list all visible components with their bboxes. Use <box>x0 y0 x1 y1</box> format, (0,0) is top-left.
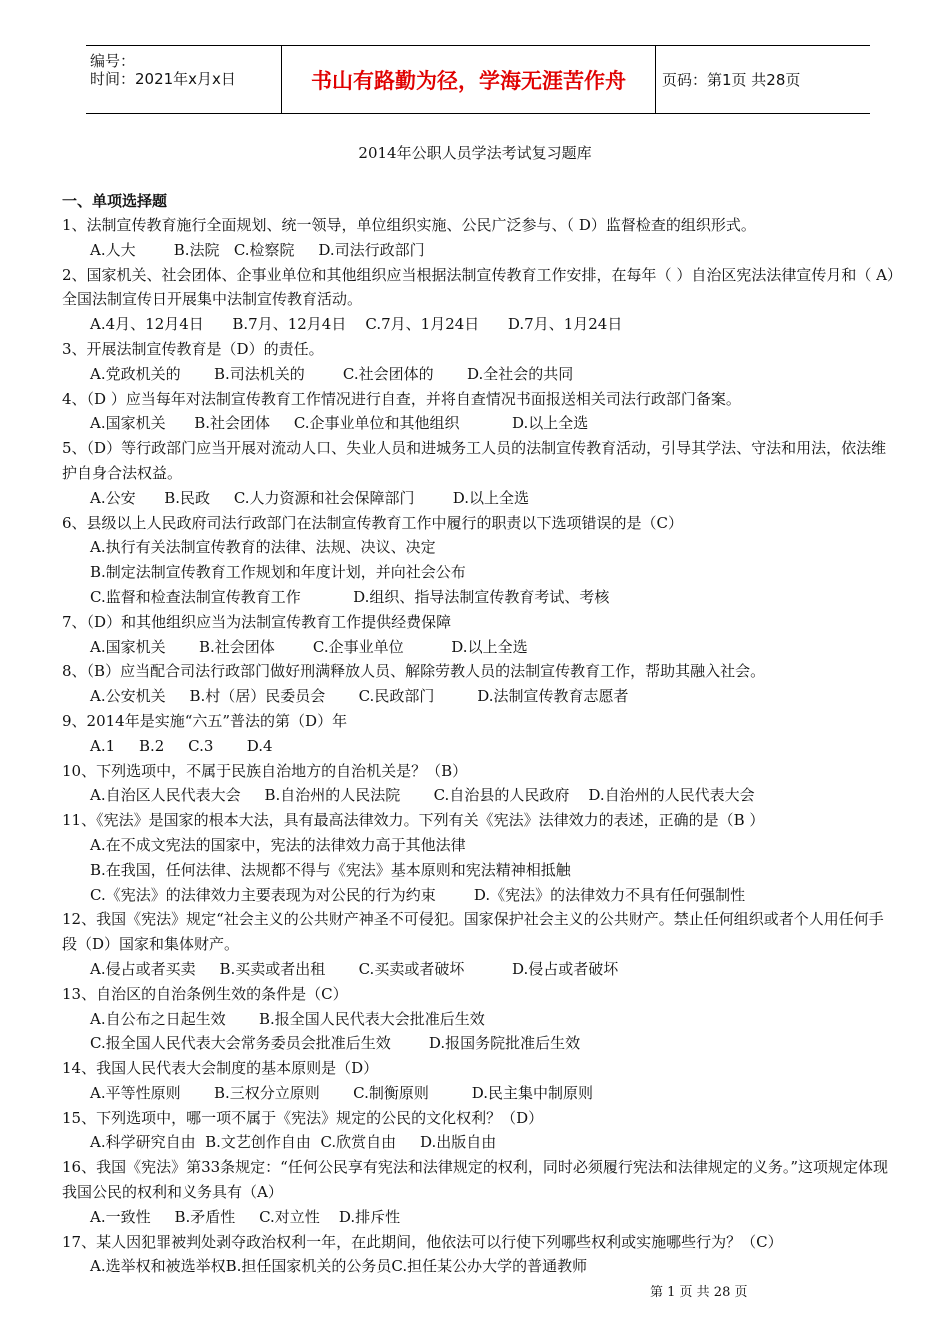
header-page-label: 页码：第1页 共28页 <box>662 71 801 89</box>
question-options: A.公安 B.民政 C.人力资源和社会保障部门 D.以上全选 <box>90 488 529 507</box>
question-text: 10、下列选项中，不属于民族自治地方的自治机关是？（B） <box>62 761 468 780</box>
question-options: A.国家机关 B.社会团体 C.企事业单位和其他组织 D.以上全选 <box>90 414 589 433</box>
question-options: A.侵占或者买卖 B.买卖或者出租 C.买卖或者破坏 D.侵占或者破坏 <box>90 959 619 978</box>
header-motto: 书山有路勤为径，学海无涯苦作舟 <box>281 46 656 113</box>
question-text: 4、（D ）应当每年对法制宣传教育工作情况进行自查，并将自查情况书面报送相关司法行政部门备案。 <box>62 389 741 408</box>
question-text: 7、（D）和其他组织应当为法制宣传教育工作提供经费保障 <box>62 612 452 631</box>
question-options: A.党政机关的 B.司法机关的 C.社会团体的 D.全社会的共同 <box>90 364 574 383</box>
question-text: 16、我国《宪法》第33条规定：“任何公民享有宪法和法律规定的权利，同时必须履行宪法和法律规定的义务。”这项规定体现我国公民的权利和义务具有（A） <box>62 1158 889 1202</box>
question-text: 9、2014年是实施“六五”普法的第（D）年 <box>62 711 348 730</box>
document-title: 2014年公职人员学法考试复习题库 <box>358 144 592 162</box>
question-options: A.执行有关法制宣传教育的法律、法规、决议、决定 <box>90 538 436 557</box>
question-options: A.科学研究自由 B.文艺创作自由 C.欣赏自由 D.出版自由 <box>90 1133 497 1152</box>
section-title: 一、单项选择题 <box>62 192 168 210</box>
question-options: A.一致性 B.矛盾性 C.对立性 D.排斥性 <box>90 1207 401 1226</box>
question-text: 14、我国人民代表大会制度的基本原则是（D） <box>62 1059 379 1078</box>
question-options: A.平等性原则 B.三权分立原则 C.制衡原则 D.民主集中制原则 <box>90 1083 594 1102</box>
question-text: 12、我国《宪法》规定“社会主义的公共财产神圣不可侵犯。国家保护社会主义的公共财产。禁止任何组织或者个人用任何手段（D）国家和集体财产。 <box>62 910 884 954</box>
question-text: 8、（B）应当配合司法行政部门做好刑满释放人员、解除劳教人员的法制宣传教育工作，帮助其融入社会。 <box>62 662 766 681</box>
question-options: A.自公布之日起生效 B.报全国人民代表大会批准后生效 <box>90 1009 485 1028</box>
question-options: C.报全国人民代表大会常务委员会批准后生效 D.报国务院批准后生效 <box>90 1034 581 1053</box>
question-text: 6、县级以上人民政府司法行政部门在法制宣传教育工作中履行的职责以下选项错误的是（C） <box>62 513 684 532</box>
question-text: 17、某人因犯罪被判处剥夺政治权利一年，在此期间，他依法可以行使下列哪些权利或实施哪些行为？（C） <box>62 1232 783 1251</box>
question-text: 5、（D）等行政部门应当开展对流动人口、失业人员和进城务工人员的法制宣传教育活动，引导其学法、守法和用法，依法维护自身合法权益。 <box>62 439 887 482</box>
question-options: A.国家机关 B.社会团体 C.企事业单位 D.以上全选 <box>90 637 528 656</box>
number-label: 编号： <box>90 52 136 70</box>
question-text: 1、法制宣传教育施行全面规划、统一领导，单位组织实施、公民广泛参与、（ D）监督检查的组织形式。 <box>62 216 756 234</box>
question-text: 15、下列选项中，哪一项不属于《宪法》规定的公民的文化权利？（D） <box>62 1108 544 1127</box>
page-header <box>86 45 870 114</box>
page-footer: 第 1 页 共 28 页 <box>650 1285 748 1300</box>
question-options: A.在不成文宪法的国家中，宪法的法律效力高于其他法律 <box>90 835 466 854</box>
question-text: 2、国家机关、社会团体、企事业单位和其他组织应当根据法制宣传教育工作安排，在每年（ ）自治区宪法法律宣传月和（ A）全国法制宣传日开展集中法制宣传教育活动。 <box>62 265 895 309</box>
question-options: A.人大 B.法院 C.检察院 D.司法行政部门 <box>90 240 425 259</box>
question-options: B.制定法制宣传教育工作规划和年度计划，并向社会公布 <box>90 563 466 582</box>
header-meta <box>86 46 281 113</box>
question-options: A.公安机关 B.村（居）民委员会 C.民政部门 D.法制宣传教育志愿者 <box>90 687 629 706</box>
time-label: 时间：2021年x月x日 <box>90 70 236 88</box>
question-text: 13、自治区的自治条例生效的条件是（C） <box>62 984 348 1003</box>
question-options: C.《宪法》的法律效力主要表现为对公民的行为约束 D.《宪法》的法律效力不具有任何强制性 <box>90 885 746 904</box>
question-text: 3、开展法制宣传教育是（D）的责任。 <box>62 339 324 358</box>
question-options: A.自治区人民代表大会 B.自治州的人民法院 C.自治县的人民政府 D.自治州的人民代表大会 <box>90 786 755 805</box>
question-options: C.监督和检查法制宣传教育工作 D.组织、指导法制宣传教育考试、考核 <box>90 587 610 606</box>
question-text: 11、《宪法》是国家的根本大法，具有最高法律效力。下列有关《宪法》法律效力的表述，正确的是（B ） <box>62 811 765 830</box>
question-list <box>62 189 898 1279</box>
question-options: A.4月、12月4日 B.7月、12月4日 C.7月、1月24日 D.7月、1月24日 <box>90 315 623 334</box>
question-options: A.选举权和被选举权B.担任国家机关的公务员C.担任某公办大学的普通教师 <box>90 1257 588 1276</box>
question-options: A.1 B.2 C.3 D.4 <box>90 736 273 755</box>
question-options: B.在我国，任何法律、法规都不得与《宪法》基本原则和宪法精神相抵触 <box>90 860 571 879</box>
